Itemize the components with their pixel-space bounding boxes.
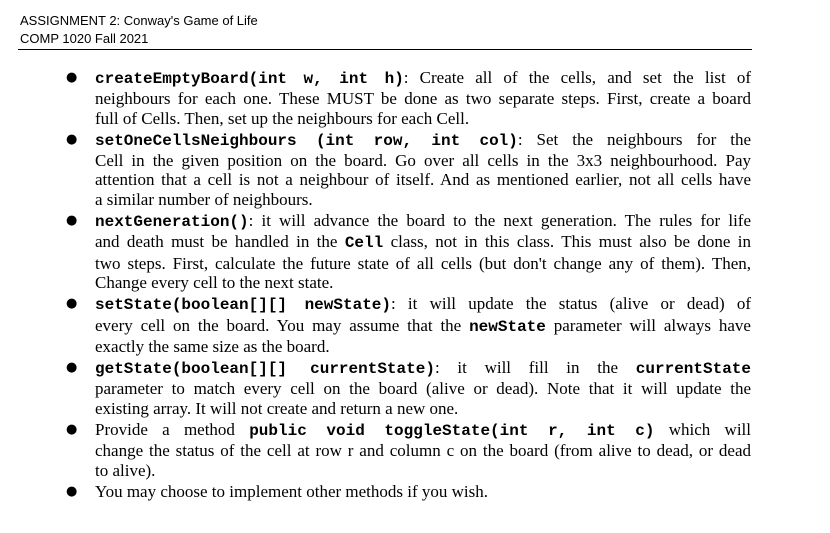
text-line <box>95 294 751 315</box>
list-item <box>0 482 751 501</box>
text-span: two steps. First, calculate the future state of all cells (but don't change any of them). Then, <box>95 253 751 273</box>
text-line <box>95 170 751 189</box>
code-span: nextGeneration() <box>95 213 249 232</box>
code-span: newState <box>469 317 546 336</box>
bullet-icon: ● <box>66 422 78 438</box>
code-span: Cell <box>344 234 384 253</box>
code-span: setState(boolean[][] newState) <box>95 296 391 315</box>
text-span: neighbours for each one. These MUST be done as two separate steps. First, create a board <box>95 89 751 109</box>
text-line <box>95 254 751 273</box>
code-span: public void toggleState(int r, int c) <box>249 422 655 441</box>
text-line <box>95 441 751 460</box>
text-line <box>95 337 751 356</box>
text-span: a similar number of neighbours. <box>95 189 313 209</box>
list-item <box>0 294 751 356</box>
text-line <box>95 68 751 89</box>
list-item <box>0 211 751 292</box>
text-span: attention that a cell is not a neighbour of itself. And as mentioned earlier, not all cells have <box>95 170 751 190</box>
text-span: : it will advance the board to the next generation. The rules for life <box>248 211 751 231</box>
list-item <box>0 358 751 418</box>
text-span: parameter will always have <box>545 315 751 335</box>
text-line <box>95 316 751 337</box>
text-span: and death must be handled in the <box>95 232 345 252</box>
text-line <box>95 379 751 398</box>
text-span: existing array. It will not create and return a new one. <box>95 398 459 418</box>
text-line <box>95 109 751 128</box>
method-list <box>0 68 830 503</box>
bullet-icon: ● <box>66 213 78 229</box>
text-line <box>95 273 751 292</box>
text-span: : Set the neighbours for the <box>517 129 751 149</box>
text-span: : it will fill in the <box>434 358 636 378</box>
text-span: : it will update the status (alive or dead) of <box>391 294 751 314</box>
text-line <box>95 399 751 418</box>
code-span: getState(boolean[][] currentState) <box>95 360 435 379</box>
bullet-icon: ● <box>66 296 78 312</box>
text-line <box>95 151 751 170</box>
bullet-icon: ● <box>66 70 78 85</box>
text-span: You may choose to implement other methods if you wish. <box>95 481 489 501</box>
text-span: : Create all of the cells, and set the list of <box>403 68 751 87</box>
text-span: exactly the same size as the board. <box>95 336 330 356</box>
text-line <box>95 232 751 253</box>
text-span: class, not in this class. This must also be done in <box>383 232 751 252</box>
text-span: parameter to match every cell on the board (alive or dead). Note that it will update the <box>95 379 751 399</box>
text-line <box>95 482 751 501</box>
list-item <box>0 68 751 128</box>
code-span: currentState <box>635 360 751 379</box>
text-span: which will <box>654 420 752 440</box>
text-span: to alive). <box>95 460 156 480</box>
bullet-icon: ● <box>66 131 78 147</box>
text-span: Cell in the given position on the board. Go over all cells in the 3x3 neighbourhood. Pay <box>95 151 751 171</box>
text-span: change the status of the cell at row r and column c on the board (from alive to dead, or dead <box>95 441 751 461</box>
list-item <box>0 420 751 480</box>
text-span: Provide a method <box>95 420 250 440</box>
text-line <box>95 130 751 151</box>
text-line <box>95 420 751 441</box>
text-line <box>95 461 751 480</box>
header-divider <box>18 49 752 50</box>
list-item <box>0 130 751 209</box>
bullet-icon: ● <box>66 483 78 499</box>
assignment-title: ASSIGNMENT 2: Conway's Game of Life <box>20 13 258 28</box>
text-line <box>95 358 751 379</box>
document-header <box>20 12 258 48</box>
course-label: COMP 1020 Fall 2021 <box>20 31 149 46</box>
code-span: setOneCellsNeighbours (int row, int col) <box>95 131 518 150</box>
text-span: full of Cells. Then, set up the neighbours for each Cell. <box>95 108 470 128</box>
bullet-icon: ● <box>66 360 78 376</box>
text-span: Change every cell to the next state. <box>95 272 334 292</box>
text-line <box>95 211 751 232</box>
text-line <box>95 89 751 108</box>
text-line <box>95 190 751 209</box>
code-span: createEmptyBoard(int w, int h) <box>95 70 404 88</box>
text-span: every cell on the board. You may assume that the <box>95 315 470 335</box>
